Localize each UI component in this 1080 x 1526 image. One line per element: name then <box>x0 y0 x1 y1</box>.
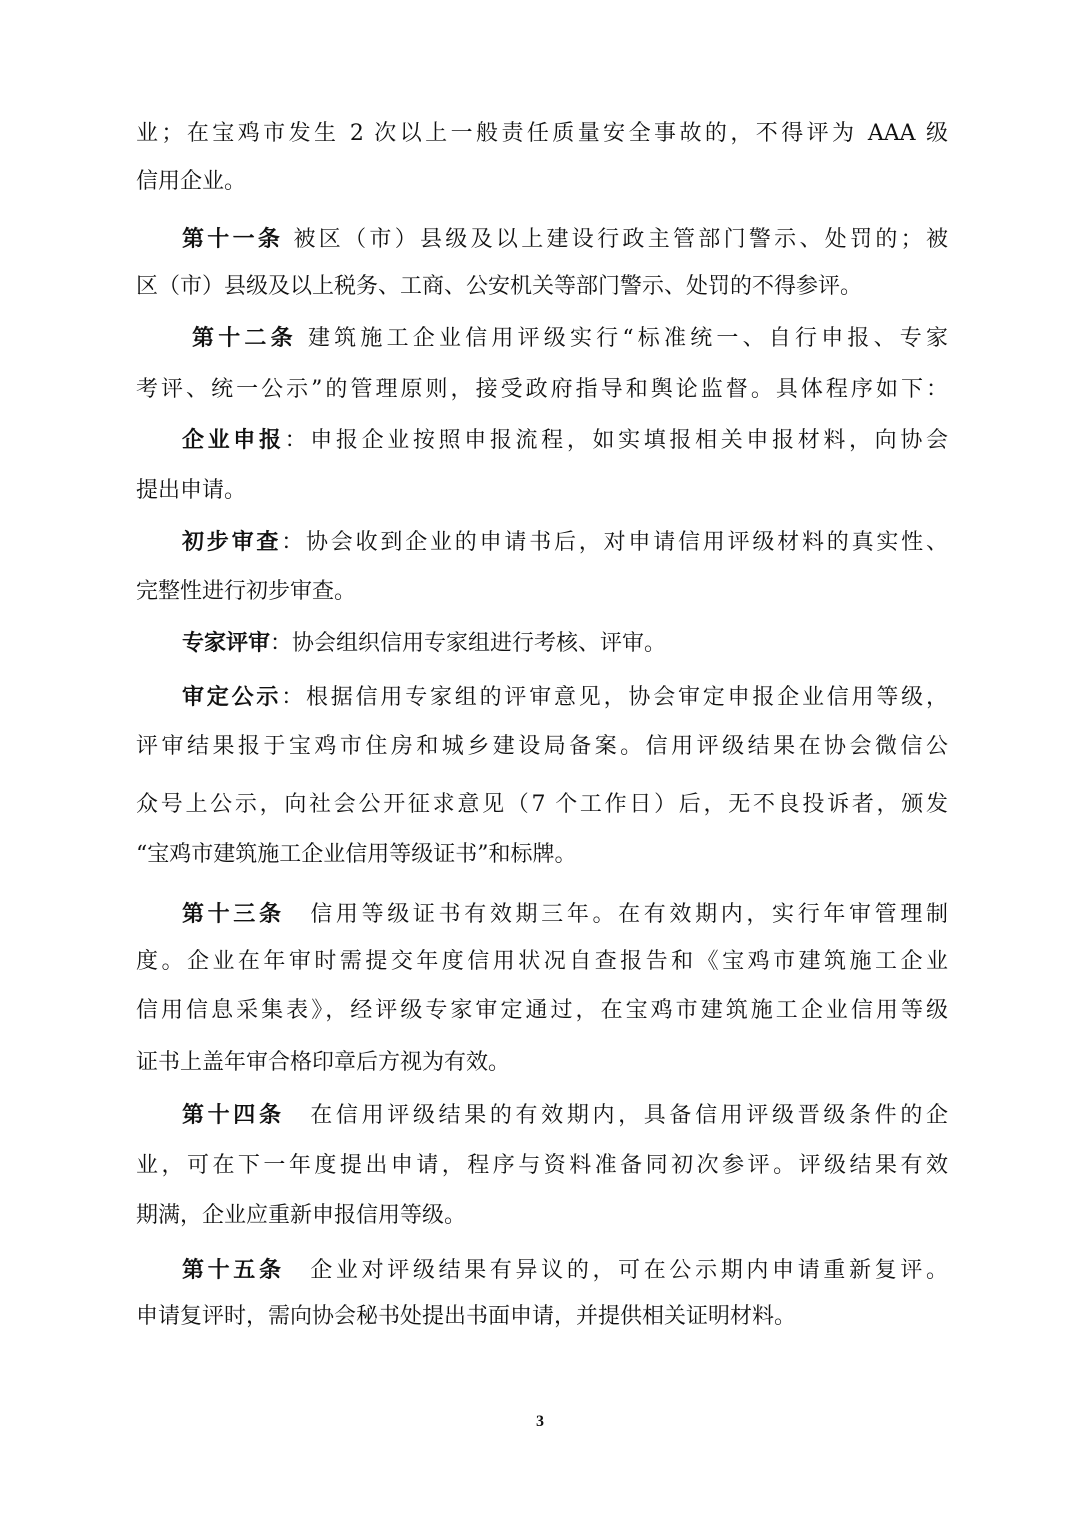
article-13-line <box>182 899 948 930</box>
body-line <box>136 1302 948 1332</box>
body-line <box>136 375 948 405</box>
step-heading: 专家评审 <box>182 630 271 656</box>
step-heading: 初步审查 <box>182 529 282 555</box>
line-text: 业；在宝鸡市发生 2 次以上一般责任质量安全事故的，不得评为 AAA 级 <box>136 121 948 146</box>
body-line <box>136 272 948 302</box>
line-text: 建筑施工企业信用评级实行“标准统一、自行申报、专家 <box>296 326 948 351</box>
article-heading: 第十二条 <box>192 325 297 351</box>
line-text: 完整性进行初步审查。 <box>136 579 357 604</box>
body-line <box>136 996 948 1026</box>
line-text: 申请复评时，需向协会秘书处提出书面申请，并提供相关证明材料。 <box>136 1304 797 1329</box>
article-heading: 第十五条 <box>182 1257 285 1283</box>
page-number: 3 <box>536 1413 544 1430</box>
body-line <box>136 1201 948 1231</box>
line-text: 考评、统一公示”的管理原则，接受政府指导和舆论监督。具体程序如下： <box>136 377 948 402</box>
line-text: 提出申请。 <box>136 478 247 503</box>
line-text: 信用企业。 <box>136 169 247 194</box>
line-text: 业，可在下一年度提出申请，程序与资料准备同初次参评。评级结果有效 <box>136 1153 948 1178</box>
line-text: 评审结果报于宝鸡市住房和城乡建设局备案。信用评级结果在协会微信公 <box>136 734 948 759</box>
article-11-line <box>182 224 948 255</box>
body-line <box>136 476 948 506</box>
line-text: 期满，企业应重新申报信用等级。 <box>136 1203 467 1228</box>
body-line <box>136 790 948 820</box>
line-text: 众号上公示，向社会公开征求意见（7 个工作日）后，无不良投诉者，颁发 <box>136 792 948 817</box>
line-text: 企业对评级结果有异议的，可在公示期内申请重新复评。 <box>284 1258 948 1283</box>
line-text: 区（市）县级及以上税务、工商、公安机关等部门警示、处罚的不得参评。 <box>136 274 863 299</box>
body-line <box>136 732 948 762</box>
line-text: ：协会组织信用专家组进行考核、评审。 <box>270 631 667 656</box>
line-text: 度。企业在年审时需提交年度信用状况自查报告和《宝鸡市建筑施工企业 <box>136 949 948 974</box>
line-text: 信用等级证书有效期三年。在有效期内，实行年审管理制 <box>284 902 948 927</box>
article-15-line <box>182 1255 948 1286</box>
article-heading: 第十四条 <box>182 1102 285 1128</box>
line-text: 被区（市）县级及以上建设行政主管部门警示、处罚的；被 <box>283 227 948 252</box>
body-line <box>136 119 948 149</box>
step-expert-review <box>182 628 948 659</box>
article-heading: 第十一条 <box>182 226 284 252</box>
article-12-line <box>192 323 948 354</box>
article-heading: 第十三条 <box>182 901 285 927</box>
step-heading: 企业申报 <box>182 427 285 453</box>
line-text: ：根据信用专家组的评审意见，协会审定申报企业信用等级， <box>281 685 948 710</box>
body-line <box>136 1048 948 1078</box>
step-preliminary-review <box>182 527 948 558</box>
body-line <box>136 167 948 197</box>
body-line <box>136 840 948 870</box>
line-text: ：申报企业按照申报流程，如实填报相关申报材料，向协会 <box>284 428 948 453</box>
line-text: 证书上盖年审合格印章后方视为有效。 <box>136 1050 511 1075</box>
body-line <box>136 947 948 977</box>
article-14-line <box>182 1100 948 1131</box>
step-enterprise-declaration <box>182 425 948 456</box>
step-heading: 审定公示 <box>182 684 282 710</box>
line-text: 信用信息采集表》，经评级专家审定通过，在宝鸡市建筑施工企业信用等级 <box>136 998 948 1023</box>
line-text: ：协会收到企业的申请书后，对申请信用评级材料的真实性、 <box>281 530 948 555</box>
body-line <box>136 1151 948 1181</box>
body-line <box>136 577 948 607</box>
line-text: “宝鸡市建筑施工企业信用等级证书”和标牌。 <box>136 842 577 867</box>
line-text: 在信用评级结果的有效期内，具备信用评级晋级条件的企 <box>284 1103 948 1128</box>
step-approval-publicity <box>182 682 948 713</box>
